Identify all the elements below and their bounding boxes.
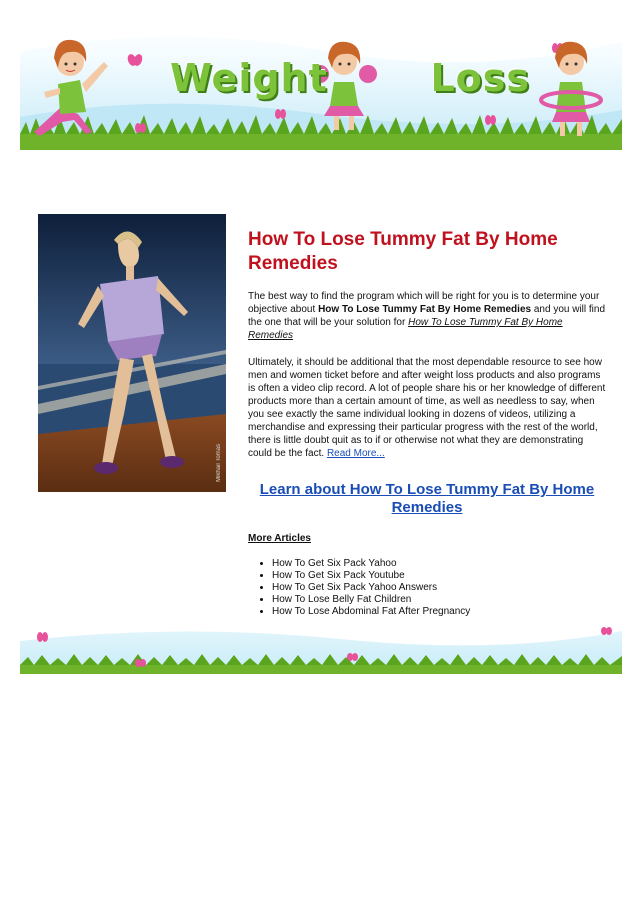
list-item: • How To Get Six Pack Yahoo Answers (272, 582, 606, 594)
footer-illustration (20, 623, 622, 674)
logo-word-loss: Loss (430, 56, 530, 100)
woman-on-boat-photo (38, 214, 226, 492)
footer-banner (20, 623, 622, 674)
body-text: Ultimately, it should be additional that the most dependable resource to see how men and women ticket before and after weight loss products and also programs is often a video clip record. A lot of people share his or her knowledge of different products more than a certain amount of time, as well as needless to say, when you see exactly the same individual looking in dozens of videos, utilizing a merchandise and expressing their particular progress with the rest of the world, there is little doubt quit as to if or otherwise not what they are demonstrating could be the fact. (248, 357, 606, 459)
weight-loss-logo (170, 54, 530, 102)
more-articles-list (248, 558, 606, 618)
list-item: • How To Lose Abdominal Fat After Pregnancy (272, 606, 606, 618)
more-articles-heading: More Articles (248, 533, 311, 544)
intro-bold-keyword: How To Lose Tummy Fat By Home Remedies (318, 304, 532, 315)
intro-paragraph (248, 290, 606, 342)
article-title: How To Lose Tummy Fat By Home Remedies (248, 229, 558, 274)
article-photo (38, 214, 226, 492)
article-content (248, 228, 606, 618)
list-item: • How To Get Six Pack Youtube (272, 570, 606, 582)
read-more-link[interactable]: Read More... (326, 448, 385, 459)
list-item: • How To Lose Belly Fat Children (272, 594, 606, 606)
logo-word-weight: Weight (170, 56, 328, 100)
list-item: • How To Get Six Pack Yahoo (272, 558, 606, 570)
photo-credit: Mikhail Tomas (216, 444, 222, 482)
body-paragraph (248, 356, 606, 460)
intro-text-continued: and you will find the one that will be your solution for (248, 304, 606, 328)
learn-about-link[interactable]: Learn about How To Lose Tummy Fat By Home Remedies (259, 481, 595, 516)
intro-keyword-link[interactable]: How To Lose Tummy Fat By Home Remedies (248, 317, 563, 341)
header-banner (20, 22, 622, 150)
intro-text: The best way to find the program which will be right for you is to determine your objective about (248, 291, 600, 315)
